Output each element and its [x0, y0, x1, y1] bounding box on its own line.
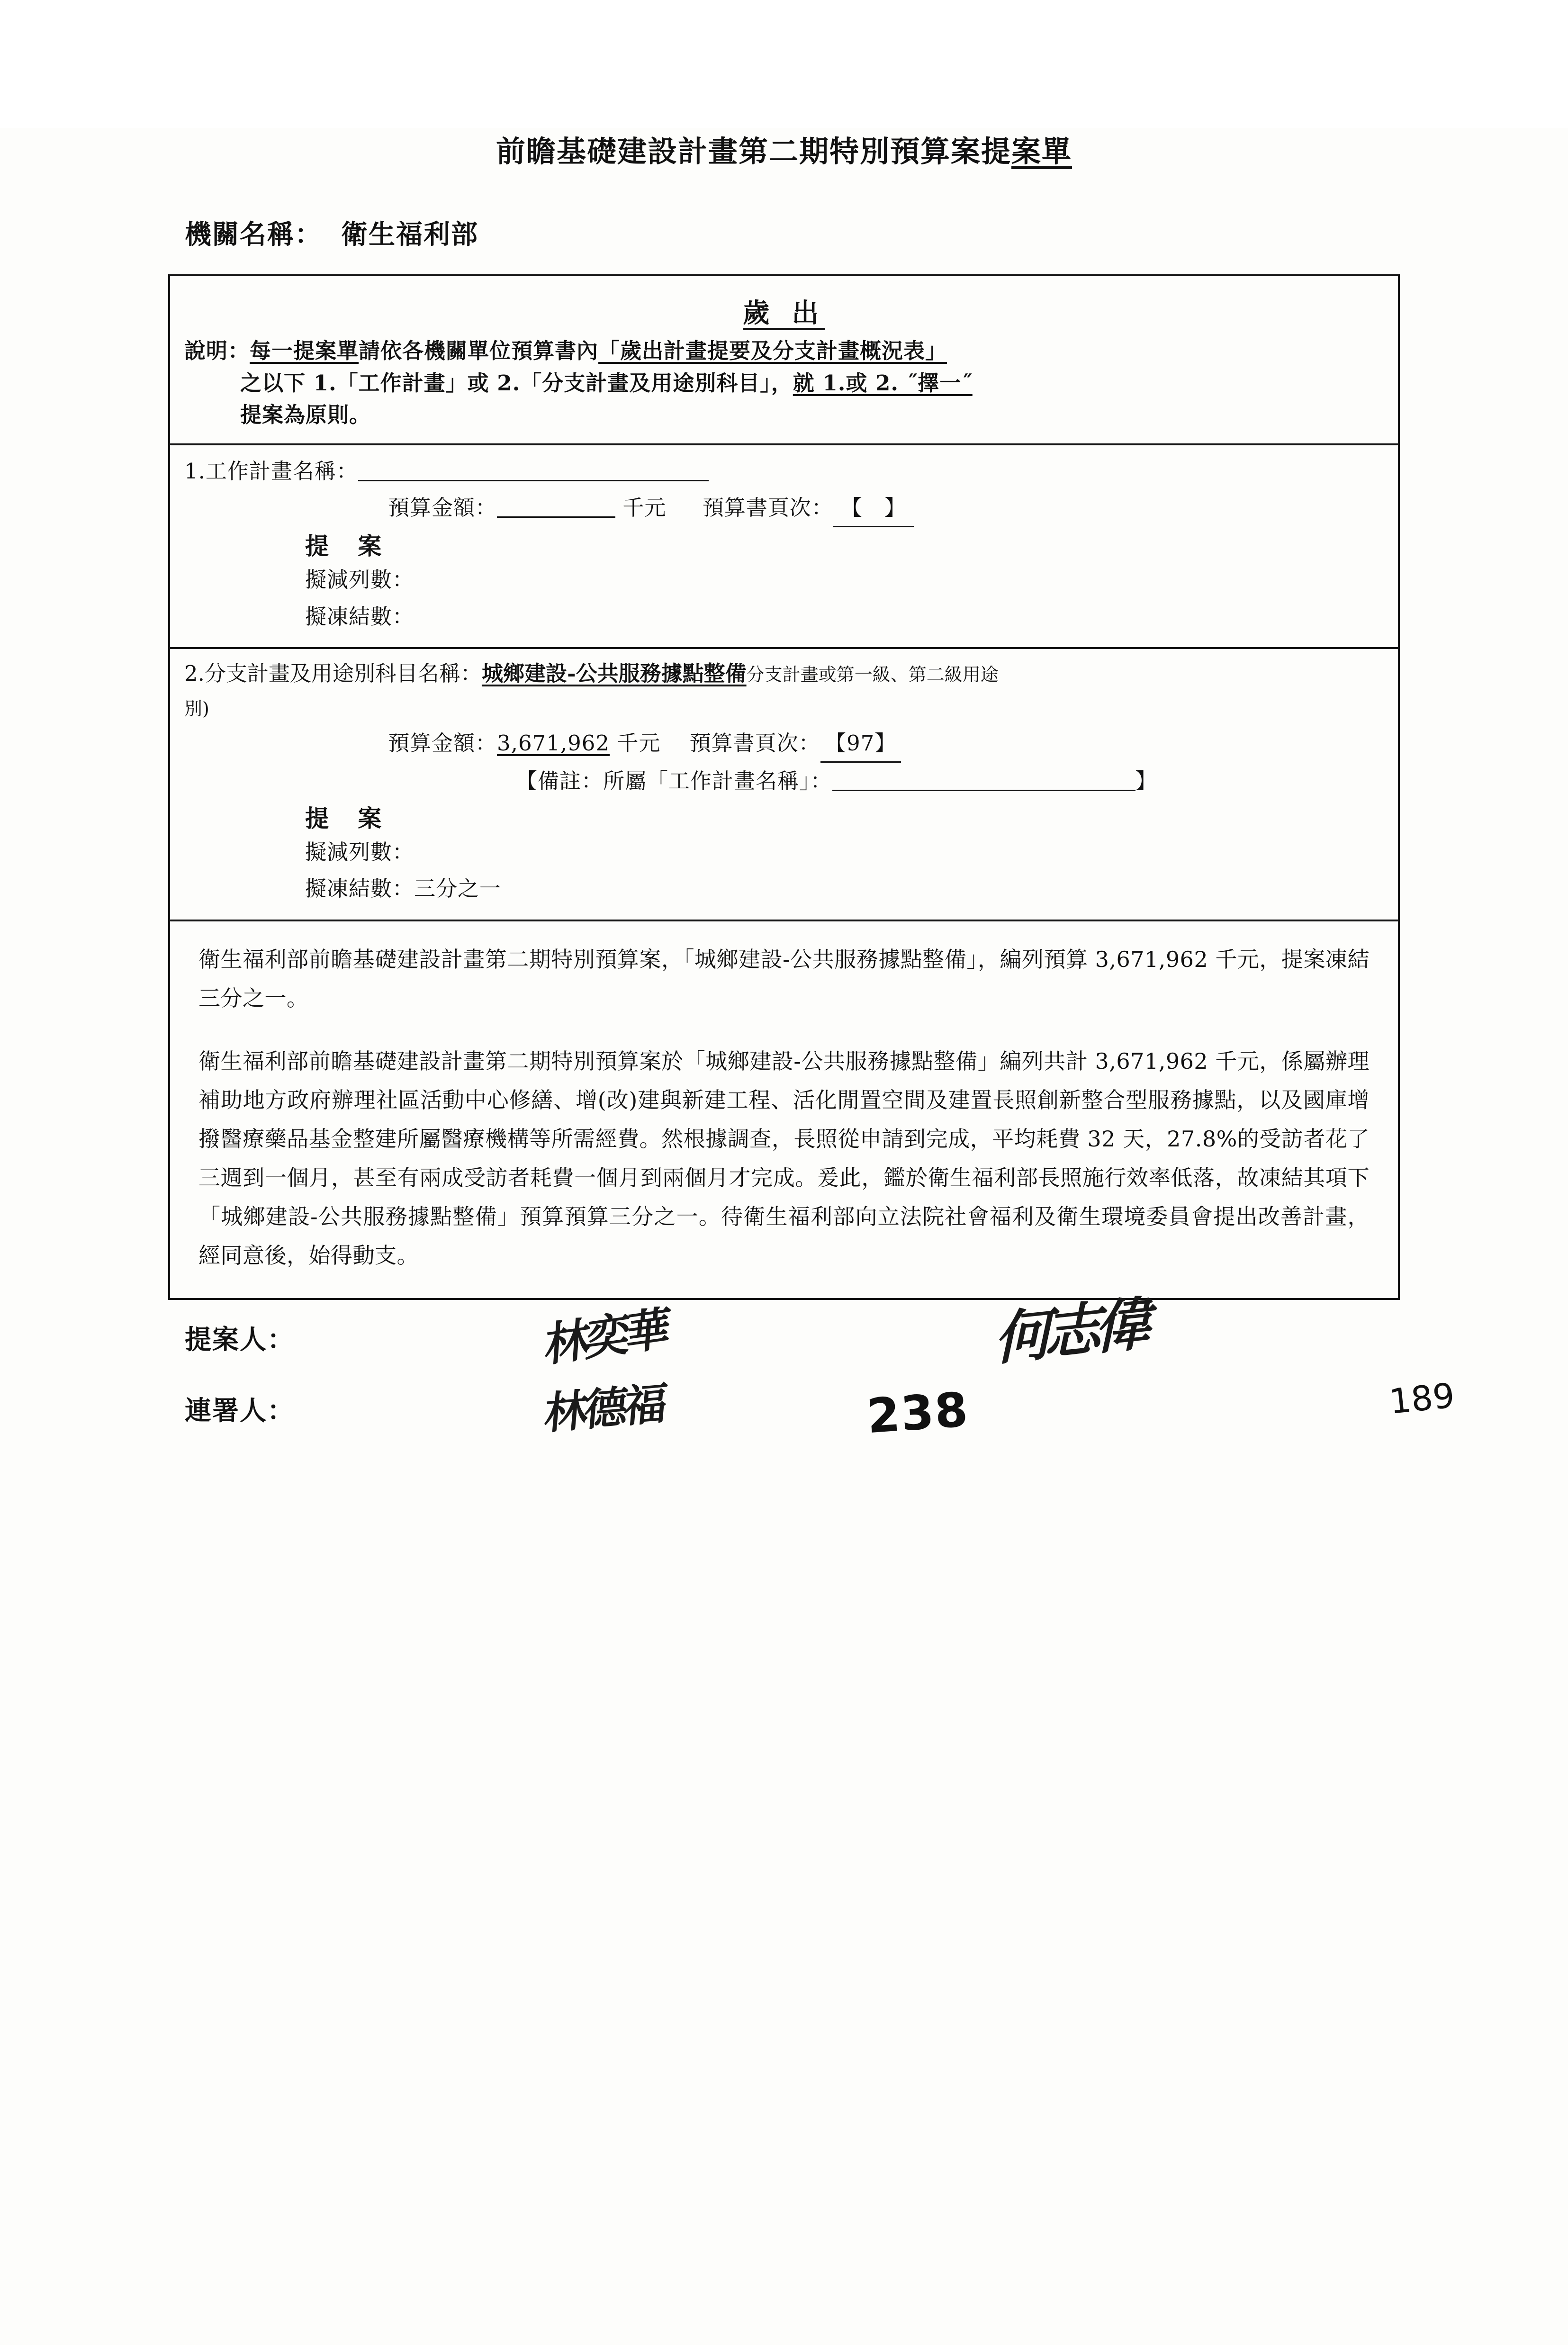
section-heading: 歲 出 — [743, 298, 825, 329]
branch-plan-remark-close: 】 — [1135, 768, 1157, 794]
branch-plan-freeze-value[interactable]: 三分之一 — [414, 876, 502, 902]
branch-plan-title-row — [184, 657, 1384, 691]
branch-plan-title-suffix: 分支計畫或第一級、第二級用途 — [746, 664, 999, 685]
work-plan-title-label: 1.工作計畫名稱： — [184, 458, 358, 484]
branch-plan-freeze-label: 擬凍結數： — [305, 876, 415, 902]
note-line2-a: 之以下 1.「工作計畫」或 2.「分支計畫及用途別科目」， — [240, 370, 793, 396]
narrative-paragraph-1: 衛生福利部前瞻基礎建設計畫第二期特別預算案，「城鄉建設-公共服務據點整備」，編列預算 3,671,962 千元，提案凍結三分之一。 — [198, 946, 1370, 1011]
page-number: 189 — [1387, 1375, 1457, 1422]
work-plan-page-value[interactable]: 【 】 — [833, 489, 914, 527]
work-plan-budget-label: 預算金額： — [388, 495, 497, 520]
page-title-main: 前瞻基礎建設計畫第二期特別預算案提 — [496, 134, 1011, 169]
document-page — [0, 128, 1568, 2345]
agency-line — [185, 214, 1568, 252]
branch-plan-budget-label: 預算金額： — [388, 731, 497, 756]
page-title-underlined: 案單 — [1011, 134, 1072, 169]
work-plan-budget-row — [388, 489, 1384, 527]
note-line1-a: 每一提案單 — [250, 338, 359, 363]
note-line-2 — [240, 367, 1384, 399]
note-line1-b: 請依各機關單位預算書內 — [359, 338, 599, 363]
note-line-3 — [240, 399, 1384, 431]
work-plan-freeze-label: 擬凍結數： — [305, 604, 415, 629]
signature-area — [0, 1290, 1568, 1475]
branch-plan-remark-input[interactable] — [832, 769, 1135, 791]
second-signature: 何志偉 — [991, 1290, 1156, 1373]
work-plan-reduce-row — [305, 561, 1384, 598]
section-branch-plan — [170, 649, 1398, 921]
branch-plan-propose-label: 提 案 — [305, 804, 392, 832]
branch-plan-remark-row — [516, 763, 1384, 799]
branch-plan-title-suffix2: 別) — [184, 698, 209, 720]
cosigner-label: 連署人： — [185, 1395, 295, 1426]
cosigner-row — [185, 1378, 1568, 1461]
form-box — [168, 274, 1400, 1300]
note-line-1 — [184, 335, 1384, 367]
agency-name: 衛生福利部 — [341, 219, 478, 250]
branch-plan-budget-value[interactable]: 3,671,962 — [497, 731, 610, 756]
branch-plan-subject-name[interactable]: 城鄉建設-公共服務據點整備 — [481, 661, 747, 686]
branch-plan-freeze-row — [305, 870, 1384, 907]
note-line2-b: 就 1.或 2. ˝擇一˝ — [793, 370, 973, 396]
work-plan-title-row — [184, 453, 1384, 489]
agency-label: 機關名稱： — [185, 219, 322, 250]
branch-plan-page-value[interactable]: 【97】 — [820, 725, 901, 763]
section-note — [170, 276, 1398, 445]
section-narrative — [170, 921, 1398, 1298]
page-title — [0, 128, 1568, 170]
proposer-signature: 林奕華 — [543, 1301, 668, 1372]
note-line1-c: 「歲出計畫提要及分支計畫概況表」 — [598, 338, 947, 363]
work-plan-freeze-row — [305, 598, 1384, 635]
branch-plan-reduce-label: 擬減列數： — [305, 839, 415, 865]
section-work-plan — [170, 445, 1398, 649]
branch-plan-page-label: 預算書頁次： — [689, 731, 820, 756]
branch-plan-title-row-2 — [184, 691, 1384, 725]
work-plan-reduce-label: 擬減列數： — [305, 567, 415, 593]
handwritten-number: 238 — [865, 1381, 971, 1444]
work-plan-budget-unit: 千元 — [622, 495, 667, 520]
branch-plan-budget-unit: 千元 — [617, 731, 661, 756]
branch-plan-reduce-row — [305, 834, 1384, 870]
branch-plan-remark-label: 【備註：所屬「工作計畫名稱」： — [516, 768, 832, 794]
proposer-row — [185, 1290, 1568, 1390]
branch-plan-title-label: 2.分支計畫及用途別科目名稱： — [184, 661, 482, 686]
narrative-paragraph-2: 衛生福利部前瞻基礎建設計畫第二期特別預算案於「城鄉建設-公共服務據點整備」編列共計 3,671,962 千元，係屬辦理補助地方政府辦理社區活動中心修繕、增(改)建與新建工程、活化閒置空間及建置長照創新整合型服務據點，以及國庫增撥醫療藥品基金整建所屬醫療機構等所需經費。然根據調查，長照從申請到完成，平均耗費 32 天，27.8%的受訪者花了三週到一個月，甚至有兩成受訪者耗費一個月到兩個月才完成。爰此，鑑於衛生福利部長照施行效率低落，故凍結其項下「城鄉建設-公共服務據點整備」預算預算三分之一。待衛生福利部向立法院社會福利及衛生環境委員會提出改善計畫，經同意後，始得動支。 — [198, 1048, 1370, 1268]
note-label: 說明： — [184, 338, 250, 363]
branch-plan-budget-row — [388, 725, 1384, 763]
work-plan-page-label: 預算書頁次： — [702, 495, 833, 520]
work-plan-budget-input[interactable] — [497, 496, 615, 518]
work-plan-name-input[interactable] — [358, 459, 709, 481]
work-plan-propose-label: 提 案 — [305, 532, 392, 560]
note-line3: 提案為原則。 — [240, 402, 371, 427]
cosigner-signature: 林德福 — [542, 1378, 666, 1440]
proposer-label: 提案人： — [185, 1324, 295, 1355]
